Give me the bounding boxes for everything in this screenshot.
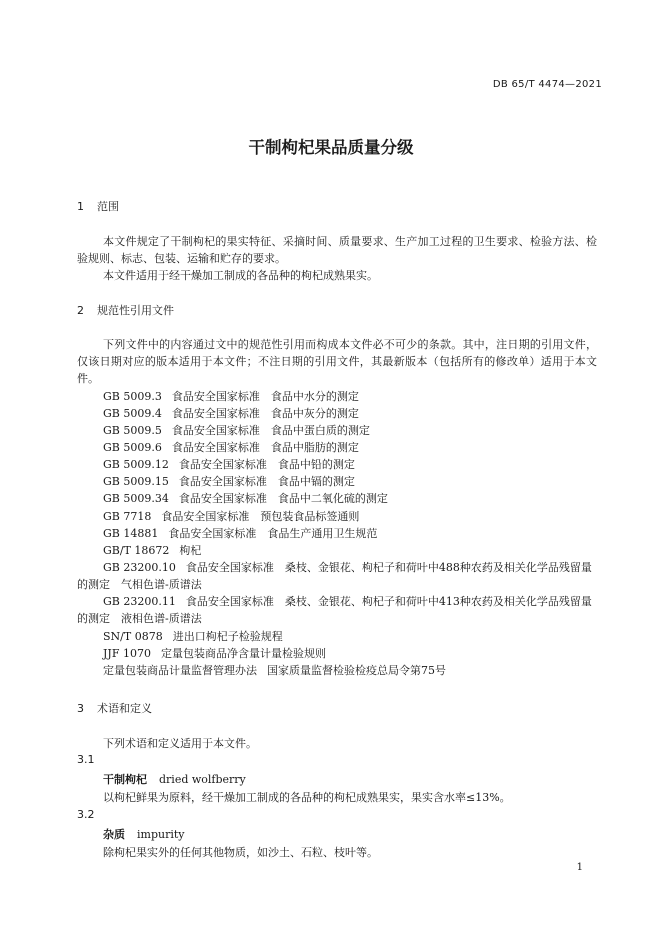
reference-code: GB 5009.15 xyxy=(103,475,169,488)
reference-item xyxy=(103,662,446,679)
reference-code: GB 5009.12 xyxy=(103,458,169,471)
reference-code: JJF 1070 xyxy=(103,647,151,660)
reference-title: 食品安全国家标准 食品中蛋白质的测定 xyxy=(171,424,370,437)
reference-item xyxy=(103,422,370,439)
term-chinese: 杂质 xyxy=(103,828,125,841)
reference-title: 食品安全国家标准 食品中水分的测定 xyxy=(171,390,359,403)
term-english: impurity xyxy=(137,828,185,841)
reference-code: GB 5009.6 xyxy=(103,441,162,454)
reference-title: 枸杞 xyxy=(179,544,202,557)
reference-title: 食品安全国家标准 桑枝、金银花、枸杞子和荷叶中488种农药及相关化学品残留量 xyxy=(185,561,592,574)
reference-code: GB 5009.4 xyxy=(103,407,162,420)
reference-item xyxy=(103,508,359,525)
reference-title: 进出口枸杞子检验规程 xyxy=(172,630,283,643)
reference-title: 食品安全国家标准 食品中镉的测定 xyxy=(178,475,355,488)
reference-item xyxy=(103,473,355,490)
reference-item xyxy=(103,439,359,456)
section-1-heading xyxy=(77,198,119,214)
reference-title: 食品安全国家标准 食品中铅的测定 xyxy=(178,458,355,471)
section-2-heading xyxy=(77,302,174,318)
reference-title: 食品安全国家标准 食品生产通用卫生规范 xyxy=(168,527,378,540)
reference-code: GB 7718 xyxy=(103,510,152,523)
reference-title: 食品安全国家标准 食品中脂肪的测定 xyxy=(171,441,359,454)
scope-paragraph: 本文件规定了干制枸杞的果实特征、采摘时间、质量要求、生产加工过程的卫生要求、检验方法、检验规则、标志、包装、运输和贮存的要求。 xyxy=(77,235,597,265)
section-title: 术语和定义 xyxy=(97,702,152,715)
clause-number: 3.1 xyxy=(77,753,95,766)
reference-item xyxy=(103,405,359,422)
reference-title: 食品安全国家标准 桑枝、金银花、枸杞子和荷叶中413种农药及相关化学品残留量 xyxy=(185,595,592,608)
term-definition: 除枸杞果实外的任何其他物质，如沙土、石粒、枝叶等。 xyxy=(103,846,378,859)
reference-title: 食品安全国家标准 食品中灰分的测定 xyxy=(171,407,359,420)
terms-intro: 下列术语和定义适用于本文件。 xyxy=(103,737,257,750)
clause-number: 3.2 xyxy=(77,808,95,821)
references-intro: 下列文件中的内容通过文中的规范性引用而构成本文件必不可少的条款。其中，注日期的引用文件，仅该日期对应的版本适用于本文件；不注日期的引用文件，其最新版本（包括所有的修改单）适用于本文件。 xyxy=(77,338,597,385)
reference-code: 定量包装商品计量监督管理办法 xyxy=(103,664,257,677)
reference-code: GB 14881 xyxy=(103,527,159,540)
reference-title-continuation: 的测定 液相色谱-质谱法 xyxy=(77,612,202,625)
section-3-heading xyxy=(77,700,152,716)
term-english: dried wolfberry xyxy=(159,773,246,786)
reference-code: GB/T 18672 xyxy=(103,544,170,557)
reference-title: 食品安全国家标准 预包装食品标签通则 xyxy=(161,510,360,523)
reference-item xyxy=(103,645,326,662)
reference-item xyxy=(103,542,201,559)
reference-code: GB 5009.3 xyxy=(103,390,162,403)
term-chinese: 干制枸杞 xyxy=(103,773,147,786)
reference-item xyxy=(103,456,355,473)
reference-item xyxy=(103,490,388,507)
reference-code: GB 5009.5 xyxy=(103,424,162,437)
reference-title: 定量包装商品净含量计量检验规则 xyxy=(160,647,326,660)
term-definition: 以枸杞鲜果为原料，经干燥加工制成的各品种的枸杞成熟果实，果实含水率≤13%。 xyxy=(103,791,511,804)
reference-title-continuation: 的测定 气相色谱-质谱法 xyxy=(77,578,202,591)
page-number: 1 xyxy=(576,862,583,873)
reference-item-long xyxy=(103,559,592,576)
page-title: 干制枸杞果品质量分级 xyxy=(248,138,414,157)
reference-code: GB 5009.34 xyxy=(103,492,169,505)
scope-applicability: 本文件适用于经干燥加工制成的各品种的枸杞成熟果实。 xyxy=(103,269,378,282)
term-entry xyxy=(103,771,246,787)
term-entry xyxy=(103,826,185,842)
reference-title: 国家质量监督检验检疫总局令第75号 xyxy=(267,664,446,677)
section-number: 2 xyxy=(77,304,84,317)
reference-item xyxy=(103,525,377,542)
document-number: DB 65/T 4474—2021 xyxy=(492,79,602,90)
reference-item-long xyxy=(103,593,592,610)
reference-code: GB 23200.11 xyxy=(103,595,176,608)
section-number: 1 xyxy=(77,200,84,213)
reference-item xyxy=(103,628,283,645)
section-title: 范围 xyxy=(97,200,119,213)
reference-title: 食品安全国家标准 食品中二氧化硫的测定 xyxy=(178,492,388,505)
reference-item xyxy=(103,388,359,405)
reference-code: SN/T 0878 xyxy=(103,630,163,643)
section-title: 规范性引用文件 xyxy=(97,304,174,317)
section-number: 3 xyxy=(77,702,84,715)
reference-code: GB 23200.10 xyxy=(103,561,176,574)
